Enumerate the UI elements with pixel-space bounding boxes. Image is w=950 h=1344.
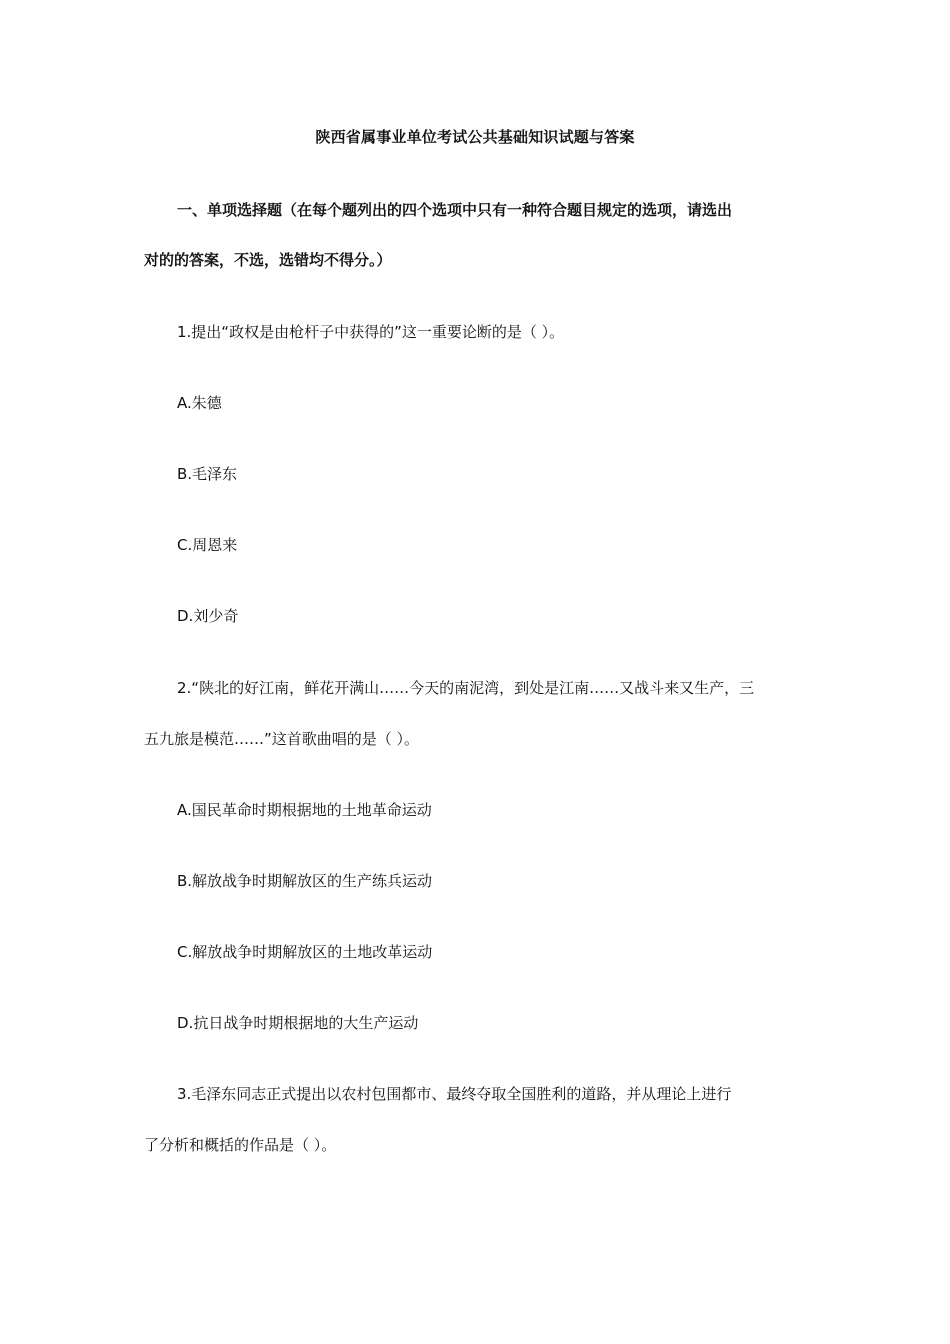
question-3-stem-line-2: 了分析和概括的作品是（ ）。 [144,1136,337,1154]
question-2-option-a: A.国民革命时期根据地的土地革命运动 [177,801,432,819]
question-1-option-a: A.朱德 [177,394,222,412]
question-1-option-c: C.周恩来 [177,536,238,554]
section-heading-line-1: 一、单项选择题（在每个题列出的四个选项中只有一种符合题目规定的选项，请选出 [177,201,733,219]
question-2-option-d: D.抗日战争时期根据地的大生产运动 [177,1014,419,1032]
question-2-stem-line-1: 2.“陕北的好江南，鲜花开满山……今天的南泥湾，到处是江南……又战斗来又生产，三 [177,679,755,697]
question-1-option-b: B.毛泽东 [177,465,238,483]
section-heading-line-2: 对的的答案，不选，选错均不得分。） [144,251,392,269]
question-3-stem-line-1: 3.毛泽东同志正式提出以农村包围都市、最终夺取全国胜利的道路，并从理论上进行 [177,1085,732,1103]
question-2-stem-line-2: 五九旅是模范……”这首歌曲唱的是（ ）。 [144,730,420,748]
question-1-stem: 1.提出“政权是由枪杆子中获得的”这一重要论断的是（ ）。 [177,323,565,341]
question-1-option-d: D.刘少奇 [177,607,239,625]
question-2-option-b: B.解放战争时期解放区的生产练兵运动 [177,872,433,890]
document-title: 陕西省属事业单位考试公共基础知识试题与答案 [315,128,635,146]
question-2-option-c: C.解放战争时期解放区的土地改革运动 [177,943,433,961]
